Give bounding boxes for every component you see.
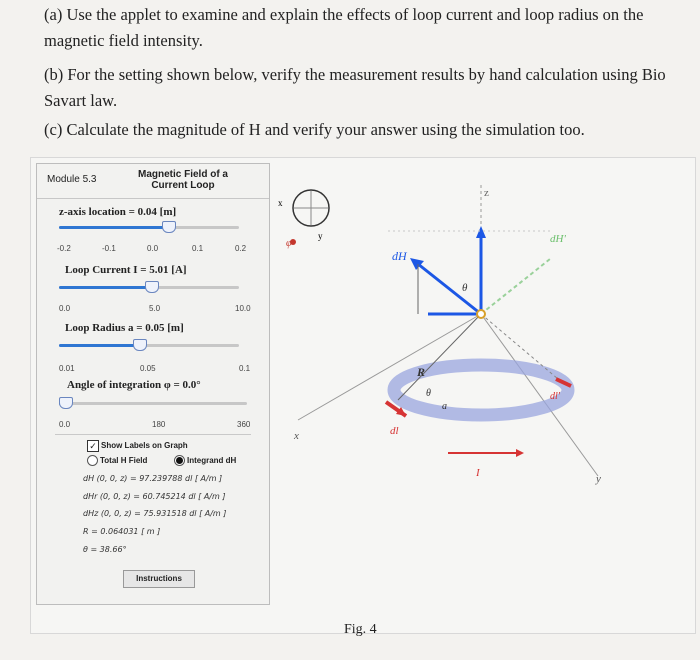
compass-y-label: y [318,231,323,241]
result-theta: θ = 38.66° [83,545,127,554]
axis-compass [278,190,329,249]
y-axis-line [481,314,598,476]
angle-tick: 360 [237,420,251,429]
current-tick: 0.0 [59,304,71,313]
angle-slider-thumb[interactable] [59,397,73,409]
panel-header [37,164,269,199]
angle-tick: 180 [152,420,166,429]
z-location-label: z-axis location = 0.04 [m] [59,206,177,218]
angle-label: Angle of integration φ = 0.0° [67,379,201,391]
dh-arrow [418,264,481,314]
dh-prime-arrow [481,259,550,314]
dl-label: dl [390,425,399,437]
theta-label: θ [462,282,468,294]
panel-title [133,169,233,191]
radius-tick: 0.01 [59,364,75,373]
instructions-button[interactable]: Instructions [123,570,195,588]
current-tick: 10.0 [235,304,251,313]
current-label: I [476,467,480,479]
x-axis-label: x [294,430,299,442]
current-tick: 5.0 [149,304,161,313]
radius-tick: 0.1 [239,364,251,373]
a-label: a [442,401,447,412]
loop-radius-slider-thumb[interactable] [133,339,147,351]
panel-title-line1: Magnetic Field of a [137,169,228,180]
panel-title-line2: Current Loop [151,180,215,191]
loop-radius-label: Loop Radius a = 0.05 [m] [65,322,184,334]
z-tick: 0.0 [147,244,159,253]
z-tick: 0.2 [235,244,247,253]
radius-tick: 0.05 [140,364,156,373]
show-labels-label: Show Labels on Graph [101,441,188,450]
dl-prime-label: dl' [550,391,560,402]
divider [55,434,251,435]
z-location-slider-thumb[interactable] [162,221,176,233]
observation-point [477,310,485,318]
integrand-dh-label: Integrand dH [187,456,237,465]
applet-control-panel [36,163,270,605]
z-location-slider[interactable] [59,226,239,229]
dhz-arrowhead [476,226,486,238]
result-dhz: dHz (0, 0, z) = 75.931518 dl [ A/m ] [83,509,227,518]
show-labels-checkbox[interactable]: ✓ [87,440,99,452]
z-location-slider-fill [59,226,167,229]
compass-x-label: x [278,198,283,208]
current-arrowhead [516,449,524,457]
figure-caption: Fig. 4 [344,622,377,637]
z-axis-label: z [484,187,489,199]
z-tick: -0.1 [102,244,116,253]
field-diagram [268,164,694,494]
loop-current-label: Loop Current I = 5.01 [A] [65,264,187,276]
dh-label: dH [392,249,407,263]
loop-current-slider-thumb[interactable] [145,281,159,293]
result-dh: dH (0, 0, z) = 97.239788 dl [ A/m ] [83,474,223,483]
question-b: (b) For the setting shown below, verify the measurement results by hand calculation using Bio Savart law. [44,65,666,110]
loop-radius-slider[interactable] [59,344,239,347]
r-vector-line [398,314,481,400]
loop-radius-slider-fill [59,344,138,347]
total-h-label: Total H Field [100,456,148,465]
theta2-label: θ [426,388,431,399]
angle-slider[interactable] [59,402,247,405]
z-tick: -0.2 [57,244,71,253]
y-axis-label: y [596,473,601,485]
integrand-dh-radio[interactable] [174,455,185,466]
z-tick: 0.1 [192,244,204,253]
module-label: Module 5.3 [47,174,97,185]
dh-prime-label: dH' [550,233,566,245]
question-c: (c) Calculate the magnitude of H and verify your answer using the simulation too. [44,120,585,139]
phi-label: φ [286,238,292,249]
angle-tick: 0.0 [59,420,71,429]
result-dhr: dHr (0, 0, z) = 60.745214 dl [ A/m ] [83,492,226,501]
r-label: R [417,365,426,379]
loop-current-slider-fill [59,286,149,289]
question-a: (a) Use the applet to examine and explain the effects of loop current and loop radius on the magnetic field intensity. [44,5,644,50]
result-r: R = 0.064031 [ m ] [83,527,161,536]
total-h-radio[interactable] [87,455,98,466]
